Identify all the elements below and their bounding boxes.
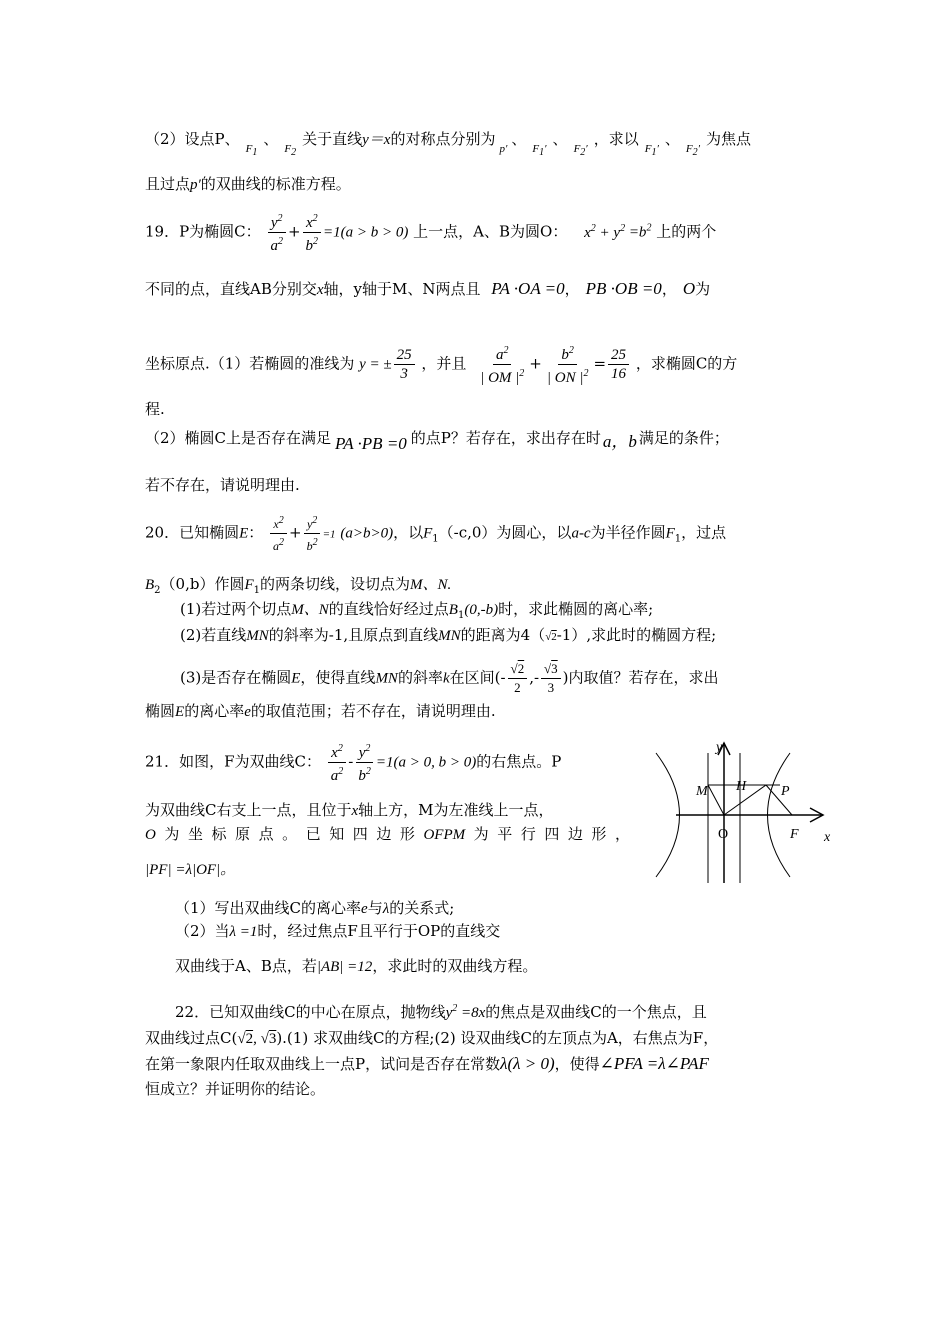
q22-line2: 双曲线过点C(√2, √3).(1) 求双曲线C的方程;(2) 设双曲线C的左顶点为A，右焦点为F， [145,1029,719,1047]
label-f: F [790,827,799,842]
left-branch [656,753,680,877]
label-x: x [824,830,831,845]
q21-line5: 双曲线于A、B点，若|AB| =12，求此时的双曲线方程。 [175,957,538,975]
q19-line2: 不同的点，直线AB分别交x轴，y轴于M、N两点且 PA ·OA =0， PB ·OB =0， O为 [145,279,711,298]
q21-part1: （1）写出双曲线C的离心率e与λ的关系式; [175,899,455,917]
q18-part2-line1: （2）设点P、$_{F_1}$、$_{F_2}$关于直线y＝x的对称点分别为$_{p'}$、$_{F_1'}$、$_{F_2'}$，求以$_{F_1'}$、$_{F_2'}$为焦点 [145,130,752,159]
q20-line4: 椭圆E的离心率e的取值范围；若不存在，请说明理由. [145,702,496,720]
q19-line3: 坐标原点.（1）若椭圆的准线为 y = ± $\frac{25}{3}$ ，并且 $\frac{a^2}{| OM |^2}$ + $\frac{b^2}{| ON |^2}$ = $\frac{25}{16}$ ，求椭圆C的方 [145,342,737,387]
q21-part2: （2）当λ =1时，经过焦点F且平行于OP的直线交 [175,922,501,940]
label-m: M [696,784,708,799]
q22-line4: 恒成立？并证明你的结论。 [145,1080,326,1098]
label-p: P [781,784,790,799]
q21-line4: |PF| =λ|OF|。 [145,862,236,878]
q18-part2-line2: 且过点p′的双曲线的标准方程。 [145,175,351,193]
q20-line1: 20．已知椭圆E： $\frac{x^2}{a^2}$ + $\frac{y^2}{b^2}$ =1 (a>b>0)，以$F_1(-c,0)$为圆心，以a-c为半径作圆$F_1$，过点 [145,512,726,555]
q20-part2: (2)若直线MN的斜率为-1,且原点到直线MN的距离为4（√2-1）,求此时的椭圆方程; [180,626,717,644]
frac-x2-b2: $\frac{x^2}{b^2}$ [303,210,322,255]
q21-line2: 为双曲线C右支上一点，且位于x轴上方，M为左准线上一点， [145,801,554,819]
segment-mo [708,785,724,815]
q19-line5: （2）椭圆C上是否存在满足 PA ·PB =0 的点P？若存在，求出存在时 a，b 满足的条件； [145,429,729,453]
q22-line1: 22．已知双曲线C的中心在原点，抛物线$y^2 =8x$的焦点是双曲线C的一个焦点，且 [175,1003,707,1021]
label-h: H [736,779,747,794]
hyperbola-figure [648,735,838,885]
q19-line6: 若不存在，请说明理由. [145,476,300,494]
q21-line3: O为坐标原点。已知四边形OFPM为平行四边形， [145,825,630,843]
q22-line3: 在第一象限内任取双曲线上一点P，试问是否存在常数λ(λ > 0)，使得∠PFA =λ∠PAF [145,1054,709,1073]
q20-part3: (3)是否存在椭圆E，使得直线MN的斜率k在区间(- $\frac{√2}{2}$ ,- $\frac{√3}{3}$ )内取值？若存在，求出 [180,661,719,695]
frac-y2-a2: $\frac{y^2}{a^2}$ [267,210,286,255]
q21-line1: 21．如图，F为双曲线C： $\frac{x^2}{a^2}$ - $\frac{y^2}{b^2}$ =1(a > 0, b > 0)的右焦点。P [145,740,561,785]
q20-line2: $B_2(0,b)$作圆$F_1$的两条切线，设切点为M、N. [145,575,452,596]
label-y: y [716,740,723,755]
label-o: O [718,827,729,842]
q20-part1: (1)若过两个切点M、N的直线恰好经过点$B_1(0,-b)$时，求此椭圆的离心率; [180,600,654,621]
q19-line1: 19．P为椭圆C： $\frac{y^2}{a^2}$ + $\frac{x^2}{b^2}$ =1(a > b > 0) 上一点，A、B为圆O： $x^2 + y^2 =b^2$ 上的两个 [145,210,716,255]
q19-line4: 程. [145,400,165,418]
